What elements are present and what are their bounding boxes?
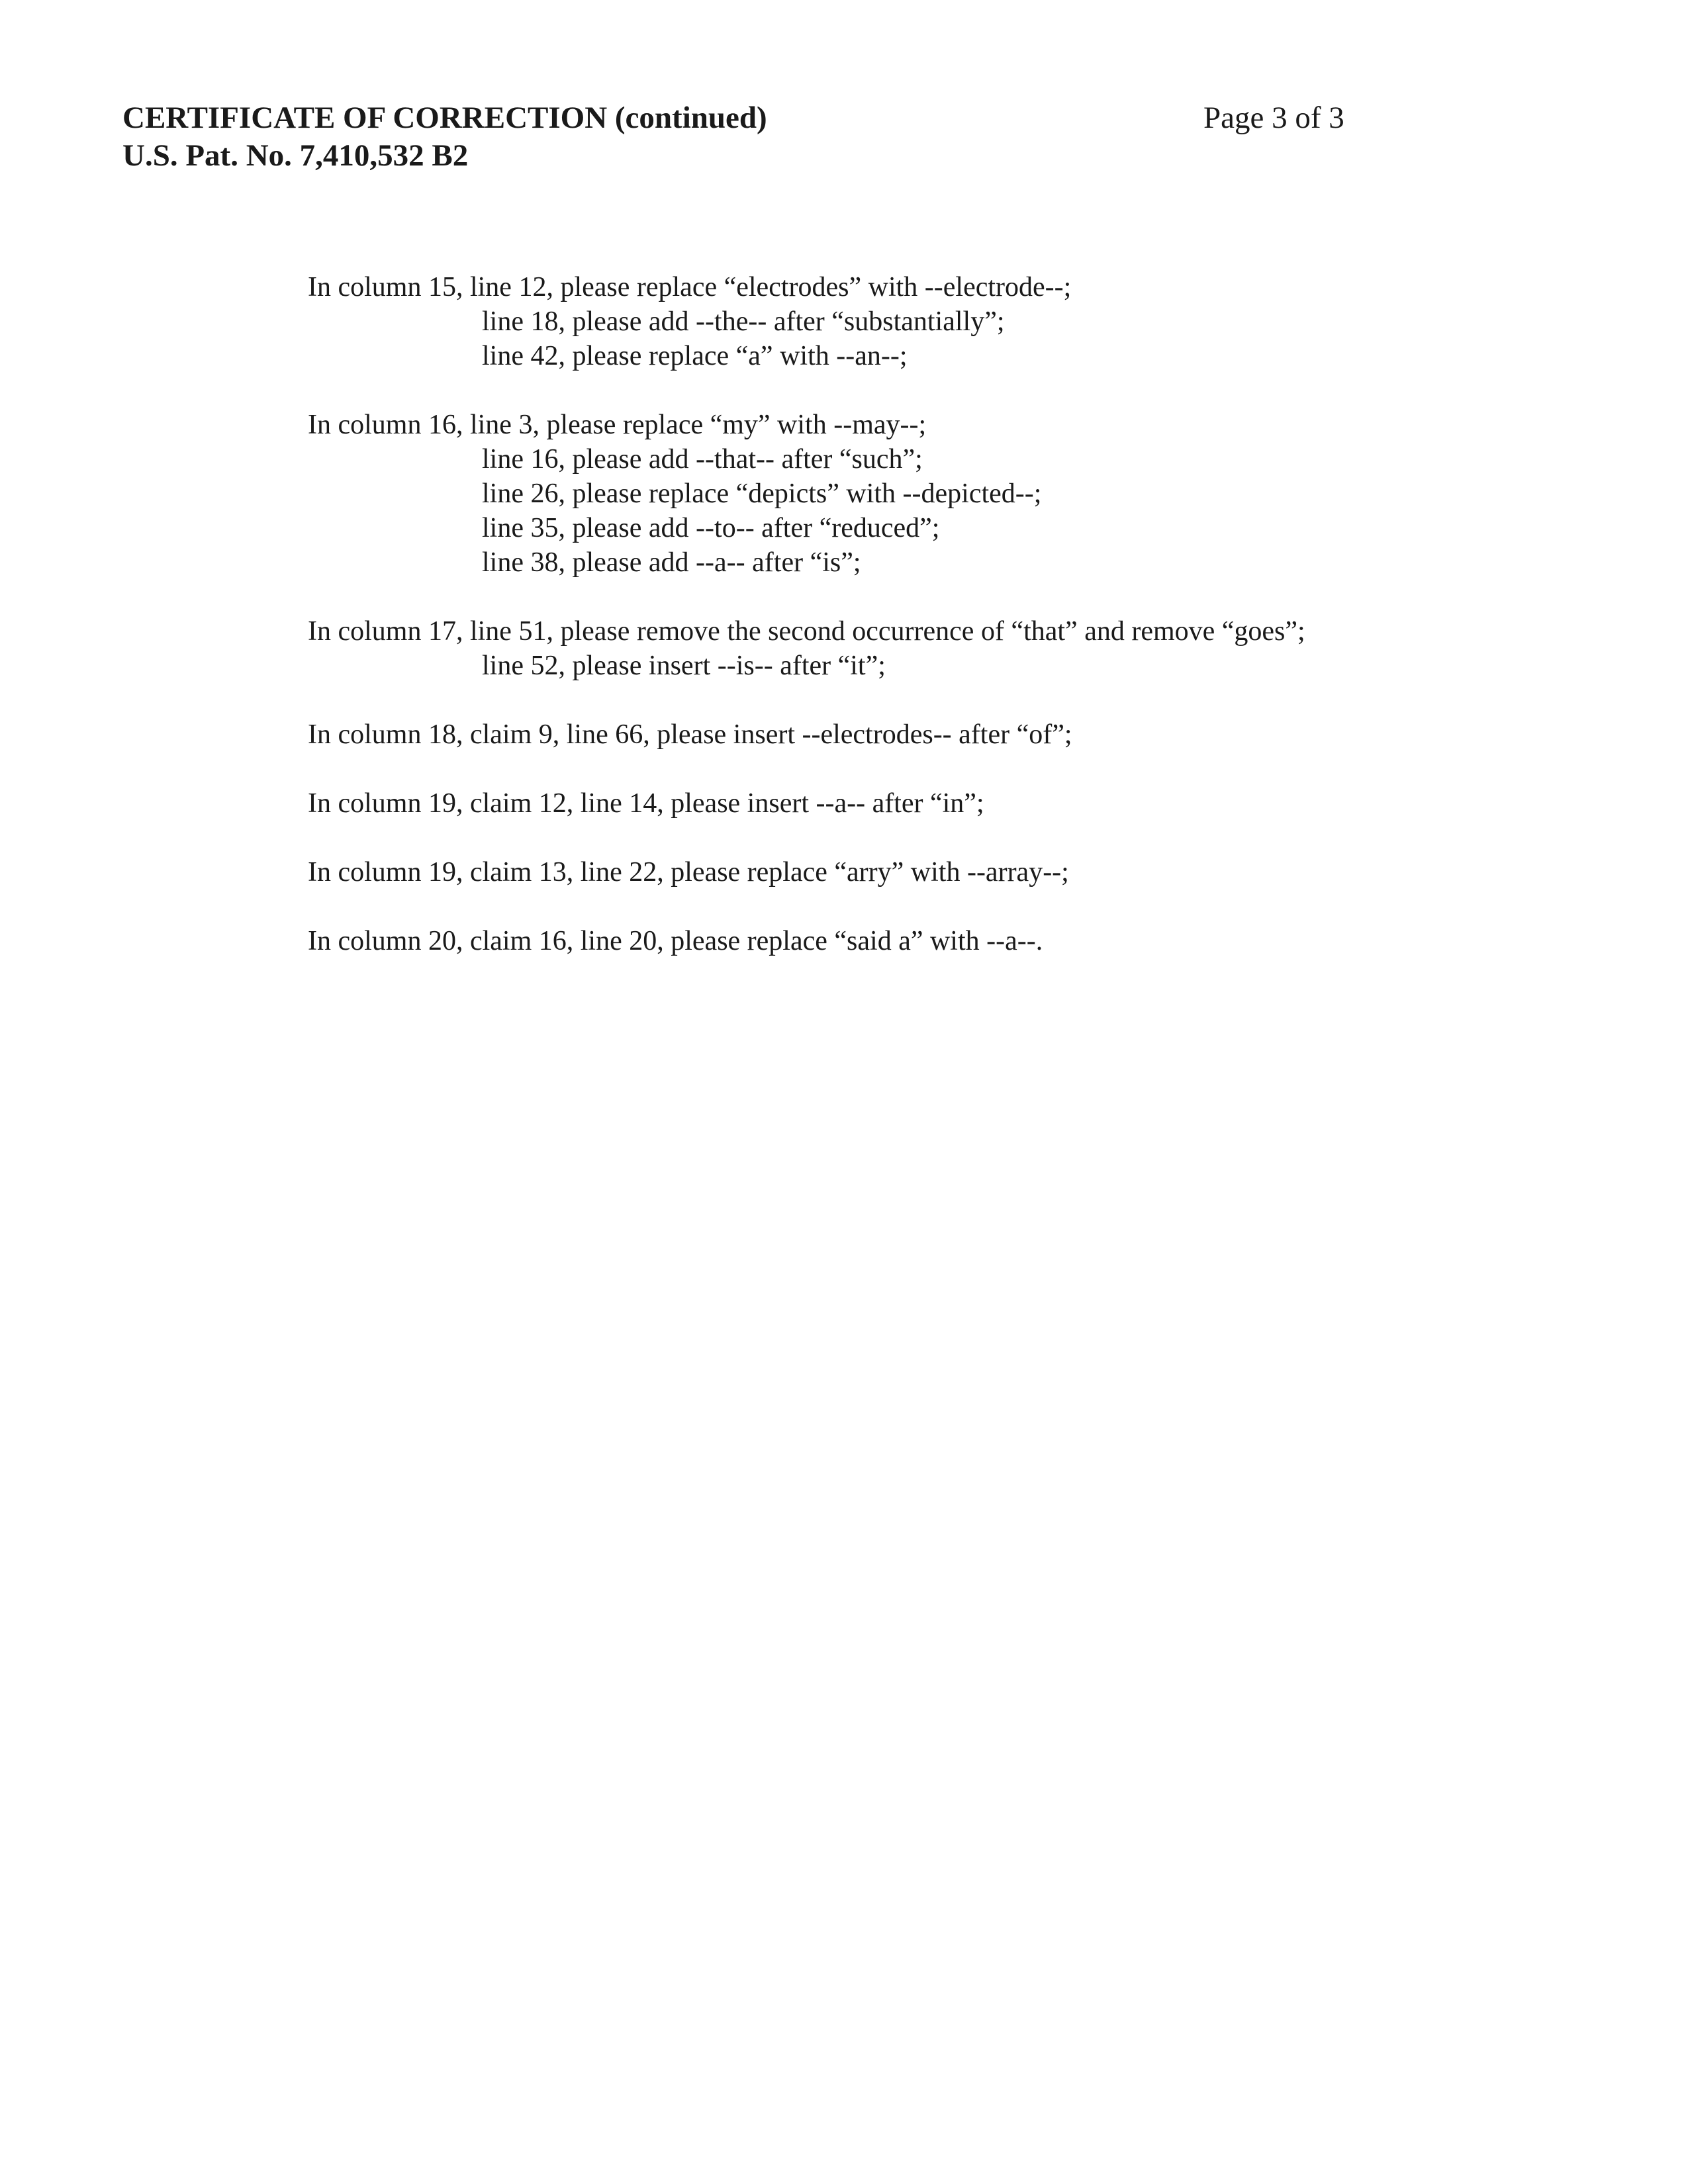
correction-column-15 [308,270,1305,373]
correction-subline: line 52, please insert --is-- after “it”; [482,651,886,681]
correction-line: In column 19, claim 13, line 22, please replace “arry” with --array--; [308,857,1069,887]
correction-subline: line 42, please replace “a” with --an--; [482,341,908,371]
correction-column-20-claim-16 [308,924,1305,958]
correction-line: In column 16, line 3, please replace “my” with --may--; [308,410,927,440]
correction-subline: line 18, please add --the-- after “substantially”; [482,306,1005,337]
patent-number: U.S. Pat. No. 7,410,532 B2 [122,138,469,173]
correction-column-19-claim-12 [308,786,1305,821]
correction-column-17 [308,614,1305,683]
certificate-title: CERTIFICATE OF CORRECTION (continued) [122,101,767,135]
page-number: Page 3 of 3 [1203,101,1344,135]
certificate-header [122,99,767,175]
correction-line: In column 15, line 12, please replace “electrodes” with --electrode--; [308,272,1072,302]
correction-subline: line 16, please add --that-- after “such”; [482,444,923,475]
correction-line: In column 19, claim 12, line 14, please insert --a-- after “in”; [308,788,984,819]
correction-subline: line 38, please add --a-- after “is”; [482,547,861,578]
corrections-list [308,270,1305,993]
correction-line: In column 18, claim 9, line 66, please insert --electrodes-- after “of”; [308,719,1072,750]
correction-subline: line 35, please add --to-- after “reduced”; [482,513,940,543]
correction-column-16 [308,408,1305,580]
correction-column-19-claim-13 [308,855,1305,889]
correction-line: In column 20, claim 16, line 20, please replace “said a” with --a--. [308,926,1043,956]
correction-column-18-claim-9 [308,717,1305,752]
correction-line: In column 17, line 51, please remove the second occurrence of “that” and remove “goes”; [308,616,1305,647]
correction-subline: line 26, please replace “depicts” with --depicted--; [482,478,1042,509]
